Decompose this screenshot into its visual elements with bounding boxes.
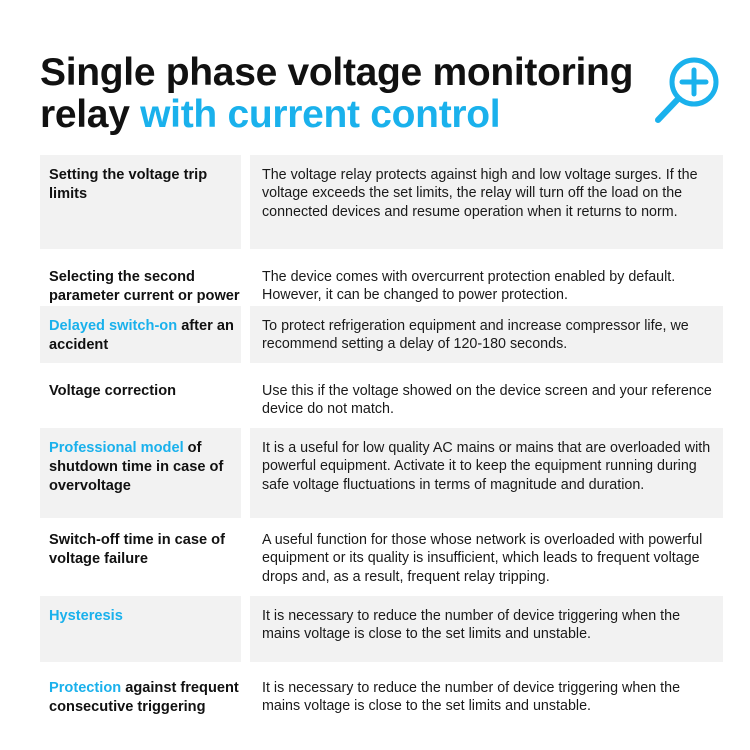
row-label-highlight: Hysteresis — [49, 608, 123, 624]
table-row — [40, 155, 723, 249]
page-title — [40, 52, 640, 136]
row-label — [49, 607, 241, 626]
row-description: It is a useful for low quality AC mains or mains that are overloaded with powerful equipment. Activate it to keep the equipment running during safe voltage fluctuations in terms of magnitude and duration. — [262, 440, 711, 493]
row-label — [49, 317, 241, 355]
row-label-cell — [40, 520, 241, 587]
row-description: A useful function for those whose network is overloaded with powerful equipment or its quality is insufficient, which leads to frequent voltage drops and, as a result, frequent relay tripping. — [262, 532, 703, 585]
row-label-text: Setting the voltage trip limits — [49, 167, 208, 202]
row-description-cell — [250, 596, 723, 662]
row-description: The device comes with overcurrent protection enabled by default. However, it can be changed to power protection. — [262, 269, 676, 304]
row-label-cell — [40, 155, 241, 249]
zoom-in-icon — [650, 52, 726, 128]
row-label-highlight: Protection — [49, 680, 122, 696]
row-label-text: Selecting the second parameter current or power — [49, 269, 240, 304]
table-row — [40, 257, 723, 307]
row-label-cell — [40, 371, 241, 423]
row-label-text: after an accident — [49, 318, 234, 353]
row-label — [49, 531, 241, 569]
row-description: Use this if the voltage showed on the device screen and your reference device do not match. — [262, 383, 712, 418]
row-label-text: against frequent consecutive triggering — [49, 680, 239, 715]
row-description: It is necessary to reduce the number of device triggering when the mains voltage is close to the set limits and unstable. — [262, 680, 681, 715]
title-line-2-plain: relay — [40, 93, 130, 136]
row-label — [49, 268, 241, 306]
table-row — [40, 596, 723, 662]
row-label-cell — [40, 596, 241, 662]
table-row — [40, 428, 723, 518]
title-line-1: Single phase voltage monitoring — [40, 51, 634, 94]
row-description: It is necessary to reduce the number of device triggering when the mains voltage is close to the set limits and unstable. — [262, 608, 681, 643]
row-label-text: of shutdown time in case of overvoltage — [49, 440, 224, 494]
row-label-highlight: Professional model — [49, 440, 184, 456]
row-description: The voltage relay protects against high and low voltage surges. If the voltage exceeds the set limits, the relay will turn off the load on the connected devices and resume operation when it returns to norm. — [262, 167, 698, 220]
row-label-text: Switch-off time in case of voltage failure — [49, 532, 225, 567]
title-line-2-accent: with current control — [140, 93, 501, 136]
row-label-cell — [40, 306, 241, 363]
table-row — [40, 371, 723, 423]
row-label — [49, 679, 241, 717]
table-row — [40, 306, 723, 363]
row-description-cell — [250, 257, 723, 307]
row-label-text: Voltage correction — [49, 383, 177, 399]
row-description-cell — [250, 155, 723, 249]
row-description-cell — [250, 520, 723, 587]
row-description-cell — [250, 428, 723, 518]
row-label-cell — [40, 668, 241, 745]
table-row — [40, 520, 723, 587]
row-label-cell — [40, 428, 241, 518]
table-row — [40, 668, 723, 745]
row-label — [49, 382, 241, 401]
row-label-cell — [40, 257, 241, 307]
row-description-cell — [250, 371, 723, 423]
row-label — [49, 166, 241, 204]
row-label-highlight: Delayed switch-on — [49, 318, 178, 334]
row-label — [49, 439, 241, 496]
row-description-cell — [250, 668, 723, 745]
row-description: To protect refrigeration equipment and increase compressor life, we recommend setting a delay of 120-180 seconds. — [262, 318, 689, 353]
row-description-cell — [250, 306, 723, 363]
